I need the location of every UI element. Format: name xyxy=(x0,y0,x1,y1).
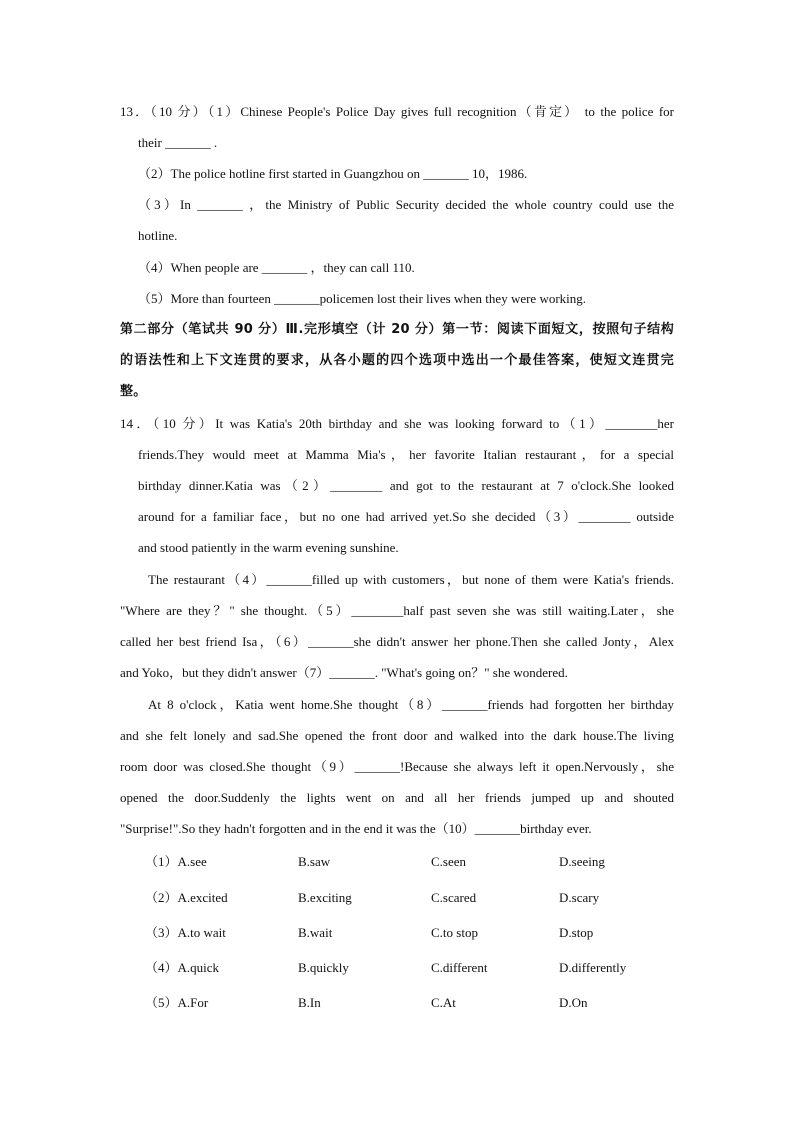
option-c[interactable]: C.scared xyxy=(431,890,477,905)
option-b[interactable]: B.wait xyxy=(298,925,333,940)
option-d[interactable]: D.seeing xyxy=(559,854,605,869)
q14-p1-line-5: and stood patiently in the warm evening sunshine. xyxy=(138,540,399,555)
option-a[interactable]: （3）A.to wait xyxy=(145,925,226,940)
q13-line-2: their _______ . xyxy=(138,135,218,150)
option-b[interactable]: B.quickly xyxy=(298,960,349,975)
q14-p2-line-3: called her best friend Isa，（6）_______she didn't answer her phone.Then she called Jonty，Alex xyxy=(120,634,674,649)
part2-heading-line-3: 整。 xyxy=(120,384,147,399)
option-c[interactable]: C.seen xyxy=(431,854,467,869)
q14-p3-line-5: "Surprise!".So they hadn't forgotten and in the end it was the（10）_______birthday ever. xyxy=(120,821,592,836)
option-b[interactable]: B.exciting xyxy=(298,890,352,905)
q13-line-7: （5）More than fourteen _______policemen lost their lives when they were working. xyxy=(138,291,587,306)
option-c[interactable]: C.different xyxy=(431,960,488,975)
q14-p2-line-2: "Where are they？" she thought.（5）________half past seven she was still waiting.Later，she xyxy=(120,603,674,618)
q14-p2-line-1: The restaurant（4）_______filled up with customers，but none of them were Katia's friends. xyxy=(148,572,674,587)
q14-p3-line-4: opened the door.Suddenly the lights went on and all her friends jumped up and shouted xyxy=(120,790,674,805)
option-a[interactable]: （4）A.quick xyxy=(145,960,220,975)
q14-p1-line-2: friends.They would meet at Mamma Mia's，her favorite Italian restaurant，for a special xyxy=(138,447,674,462)
q14-p3-line-1: At 8 o'clock，Katia went home.She thought（8）_______friends had forgotten her birthday xyxy=(148,697,674,712)
option-d[interactable]: D.On xyxy=(559,995,588,1010)
q14-p1-line-4: around for a familiar face，but no one had arrived yet.So she decided（3）________ outside xyxy=(138,509,674,524)
option-a[interactable]: （5）A.For xyxy=(145,995,209,1010)
q14-p1-line-1: 14．（10 分）It was Katia's 20th birthday and she was looking forward to（1）________her xyxy=(120,416,674,431)
option-a[interactable]: （1）A.see xyxy=(145,854,207,869)
q13-line-4: （3）In _______ ，the Ministry of Public Security decided the whole country could use the xyxy=(138,197,674,212)
part2-heading-line-1: 第二部分（笔试共 90 分）Ⅲ.完形填空（计 20 分）第一节：阅读下面短文，按照句子结构 xyxy=(120,322,674,337)
q14-p3-line-2: and she felt lonely and sad.She opened the front door and walked into the dark house.The living xyxy=(120,728,674,743)
option-d[interactable]: D.stop xyxy=(559,925,594,940)
option-d[interactable]: D.differently xyxy=(559,960,627,975)
q14-p2-line-4: and Yoko，but they didn't answer（7）_______. "What's going on？" she wondered. xyxy=(120,665,568,680)
option-c[interactable]: C.At xyxy=(431,995,456,1010)
q13-line-3: （2）The police hotline first started in Guangzhou on _______ 10，1986. xyxy=(138,166,528,181)
part2-heading-line-2: 的语法性和上下文连贯的要求，从各小题的四个选项中选出一个最佳答案，使短文连贯完 xyxy=(120,353,674,368)
option-c[interactable]: C.to stop xyxy=(431,925,478,940)
option-a[interactable]: （2）A.excited xyxy=(145,890,228,905)
q13-line-5: hotline. xyxy=(138,228,178,243)
option-b[interactable]: B.saw xyxy=(298,854,331,869)
q13-line-1: 13．（10 分）（1）Chinese People's Police Day gives full recognition（肯定） to the police for xyxy=(120,104,674,119)
option-b[interactable]: B.In xyxy=(298,995,321,1010)
q14-p3-line-3: room door was closed.She thought（9）_______!Because she always left it open.Nervously，she xyxy=(120,759,674,774)
option-d[interactable]: D.scary xyxy=(559,890,600,905)
q13-line-6: （4）When people are _______ ，they can call 110. xyxy=(138,260,415,275)
q14-p1-line-3: birthday dinner.Katia was（2）________ and got to the restaurant at 7 o'clock.She looked xyxy=(138,478,674,493)
